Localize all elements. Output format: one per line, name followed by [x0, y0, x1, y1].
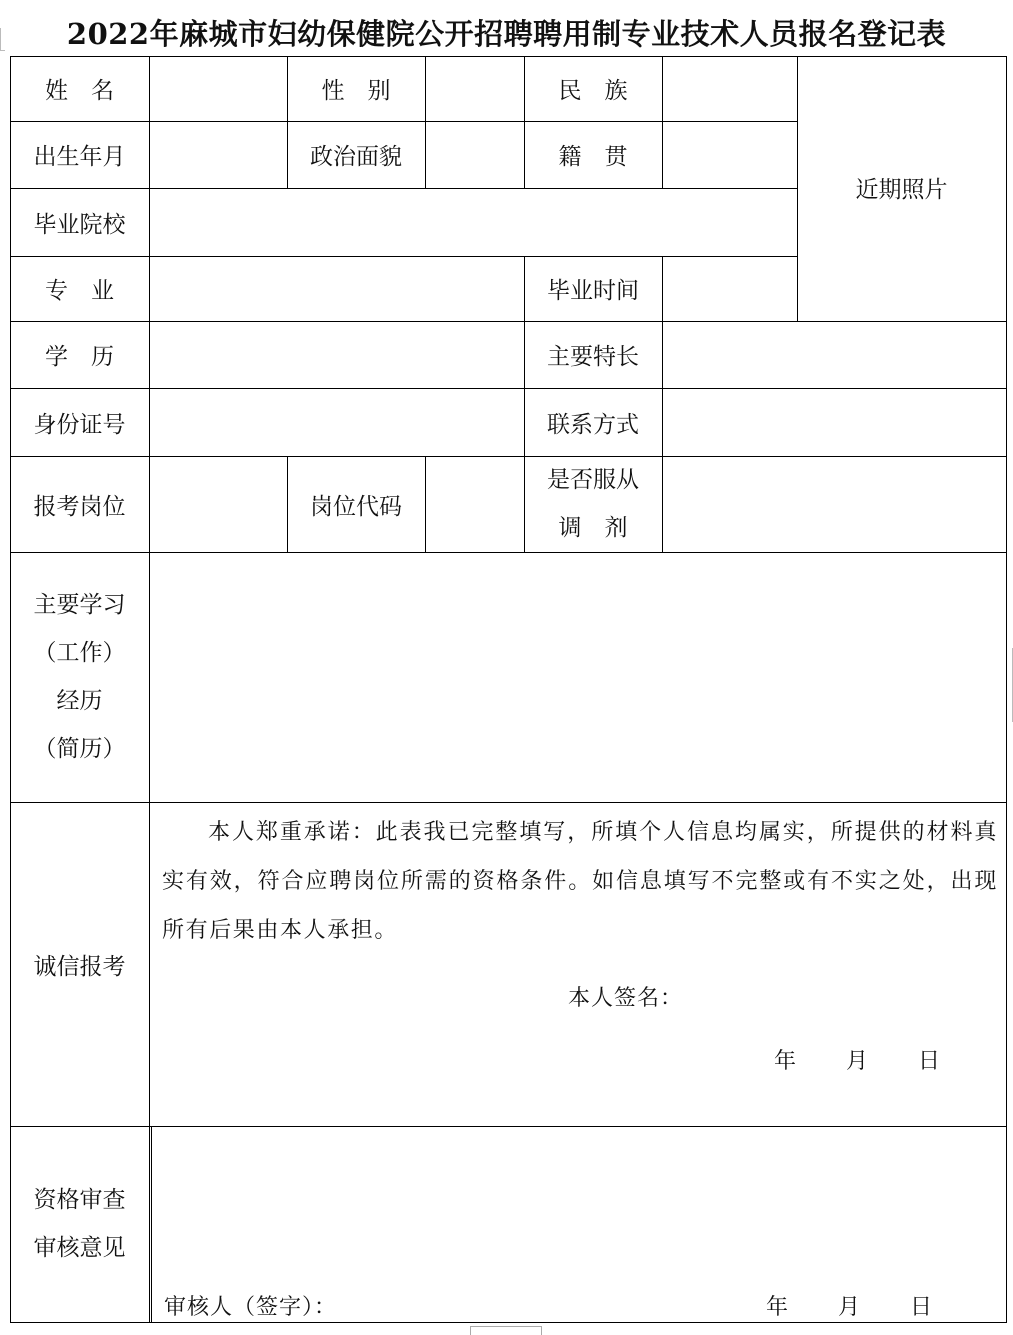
- specialty-field[interactable]: [663, 322, 1006, 388]
- contact-field[interactable]: [663, 389, 1006, 456]
- position-code-field[interactable]: [426, 457, 524, 552]
- label-adjust: [524, 456, 662, 552]
- review-date: 年 月 日: [766, 1295, 935, 1320]
- label-position-code: 岗位代码: [310, 493, 402, 520]
- form-title: 2022年麻城市妇幼保健院公开招聘聘用制专业技术人员报名登记表: [66, 17, 947, 51]
- education-field[interactable]: [150, 322, 524, 388]
- id-number-field[interactable]: [150, 389, 524, 456]
- gender-field[interactable]: [426, 57, 524, 121]
- label-history-line3: 经历: [56, 688, 103, 714]
- review-opinion-field[interactable]: [152, 1127, 1006, 1277]
- table-border: [10, 802, 1007, 803]
- label-history: [10, 552, 149, 802]
- name-field[interactable]: [150, 57, 287, 121]
- integrity-pledge-text: 本人郑重承诺：此表我已完整填写，所填个人信息均属实，所提供的材料真实有效，符合应聘岗位所需的资格条件。如信息填写不完整或有不实之处，出现所有后果由本人承担。: [162, 820, 998, 943]
- ethnicity-field[interactable]: [663, 57, 797, 121]
- label-position: 报考岗位: [33, 493, 126, 520]
- label-major: 专 业: [45, 278, 114, 304]
- position-field[interactable]: [150, 457, 287, 552]
- label-integrity: 诚信报考: [33, 953, 126, 980]
- label-specialty: 主要特长: [547, 344, 639, 370]
- label-review-line1: 资格审查: [33, 1187, 126, 1213]
- label-native: 籍 贯: [558, 144, 628, 170]
- school-field[interactable]: [150, 189, 797, 256]
- label-gender: 性 别: [321, 78, 391, 104]
- birth-field[interactable]: [150, 122, 287, 188]
- label-review: [10, 1126, 149, 1322]
- label-political: 政治面貌: [310, 144, 402, 170]
- native-field[interactable]: [663, 122, 797, 188]
- table-border: [1006, 56, 1007, 1323]
- signature-field[interactable]: [690, 976, 990, 1016]
- label-history-line1: 主要学习: [33, 592, 126, 618]
- label-contact: 联系方式: [547, 411, 639, 438]
- label-adjust-line1: 是否服从: [547, 467, 639, 493]
- label-history-line2: （工作）: [33, 640, 126, 666]
- label-history-line4: （简历）: [33, 736, 126, 762]
- adjust-field[interactable]: [663, 457, 1006, 552]
- label-grad-time: 毕业时间: [547, 278, 639, 304]
- label-ethnicity: 民 族: [558, 78, 628, 104]
- political-field[interactable]: [426, 122, 524, 188]
- label-school: 毕业院校: [33, 211, 126, 238]
- photo-label: 近期照片: [855, 176, 948, 203]
- photo-box[interactable]: [797, 56, 1006, 322]
- label-id-number: 身份证号: [33, 411, 126, 438]
- table-border: [10, 1322, 1007, 1323]
- label-review-line2: 审核意见: [33, 1235, 126, 1261]
- grad-time-field[interactable]: [663, 257, 797, 321]
- label-adjust-line2: 调 剂: [558, 515, 628, 541]
- history-field[interactable]: [150, 553, 1006, 802]
- label-education: 学 历: [45, 344, 114, 370]
- label-name: 姓 名: [45, 78, 114, 104]
- signature-label: 本人签名：: [568, 986, 684, 1011]
- label-birth: 出生年月: [33, 144, 126, 170]
- major-field[interactable]: [150, 257, 524, 321]
- pledge-date: 年 月 日: [774, 1049, 943, 1074]
- reviewer-signature-label: 审核人（签字）：: [164, 1295, 338, 1320]
